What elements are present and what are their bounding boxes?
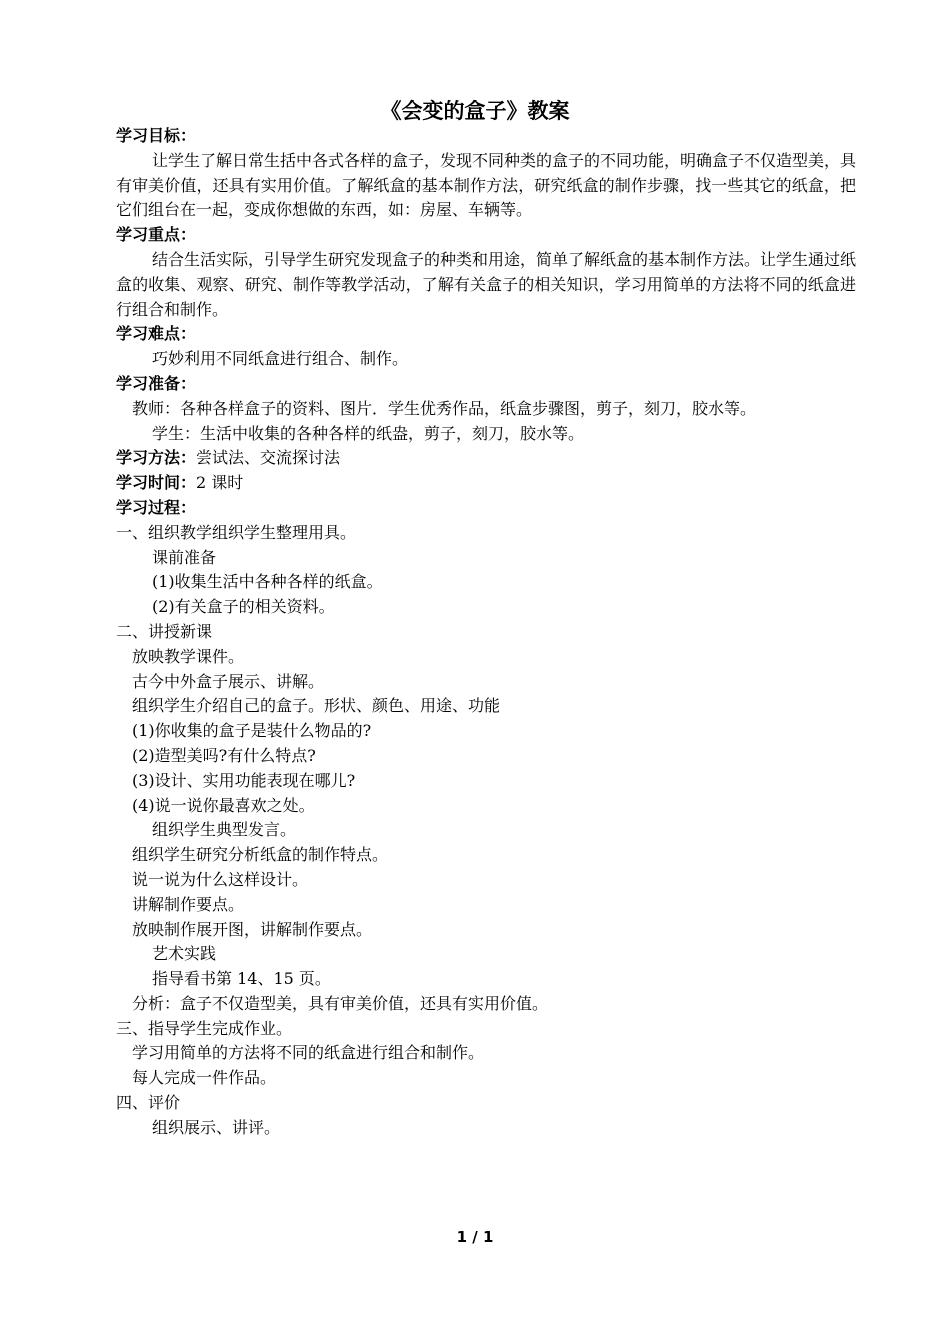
document-body (116, 124, 856, 1141)
time-text: 2 课时 (196, 473, 244, 493)
document-title: 《会变的盒子》教案 (380, 99, 570, 123)
part2-line: 说一说为什么这样设计。 (132, 869, 309, 889)
part1-title: 一、组织教学组织学生整理用具。 (116, 522, 357, 542)
part2-line: 放映教学课件。 (132, 646, 245, 666)
part1-item: (1)收集生活中各种各样的纸盒。 (152, 572, 383, 592)
part2-line: 古今中外盒子展示、讲解。 (132, 671, 325, 691)
part2-title: 二、讲授新课 (116, 621, 213, 641)
part3-line: 学习用简单的方法将不同的纸盒进行组合和制作。 (132, 1043, 485, 1063)
time-row (116, 471, 856, 496)
key-points-heading: 学习重点： (116, 225, 197, 245)
part2-analysis: 分析：盒子不仅造型美，具有审美价值，还具有实用价值。 (132, 993, 549, 1013)
part1-item: (2)有关盒子的相关资料。 (152, 597, 335, 617)
part2-guide: 指导看书第 14、15 页。 (152, 969, 331, 989)
part2-line: 讲解制作要点。 (132, 894, 245, 914)
part2-practice: 艺术实践 (152, 944, 217, 964)
method-row (116, 446, 856, 471)
part2-question: (3)设计、实用功能表现在哪儿? (132, 770, 356, 790)
goals-text: 让学生了解日常生括中各式各样的盒子，发现不同种类的盒子的不同功能，明确盒子不仅造型美，具有审美价值，还具有实用价值。了解纸盒的基本制作方法，研究纸盒的制作步骤，找一些其它的纸盒，把它们组台在一起，变成你想做的东西，如：房屋、车辆等。 (116, 150, 857, 220)
part2-line: 放映制作展开图，讲解制作要点。 (132, 919, 373, 939)
key-points-text: 结合生活实际，引导学生研究发现盒子的种类和用途，简单了解纸盒的基本制作方法。让学生通过纸盒的收集、观察、研究、制作等教学活动，了解有关盒子的相关知识，学习用简单的方法将不同的纸盒进行组合和制作。 (116, 249, 857, 319)
part2-question: (2)造型美吗?有什么特点? (132, 745, 316, 765)
preparation-teacher: 教师：各种各样盒子的资料、图片．学生优秀作品，纸盒步骤图，剪子，刻刀，胶水等。 (132, 398, 757, 418)
part2-line: 组织学生研究分析纸盒的制作特点。 (132, 845, 389, 865)
page-number: 1 / 1 (456, 1228, 494, 1246)
part2-question: (4)说一说你最喜欢之处。 (132, 795, 315, 815)
part2-line: 组织学生介绍自己的盒子。形状、颜色、用途、功能 (132, 696, 501, 716)
part4-line: 组织展示、讲评。 (152, 1117, 281, 1137)
time-heading: 学习时间： (116, 473, 197, 493)
part3-title: 三、指导学生完成作业。 (116, 1018, 293, 1038)
part4-title: 四、评价 (116, 1093, 181, 1113)
process-heading: 学习过程： (116, 497, 197, 517)
method-text: 尝试法、交流探讨法 (196, 448, 341, 468)
part3-line: 每人完成一件作品。 (132, 1068, 277, 1088)
difficulties-text: 巧妙利用不同纸盒进行组合、制作。 (152, 349, 409, 369)
part1-sub: 课前准备 (152, 547, 217, 567)
part2-speech: 组织学生典型发言。 (152, 820, 297, 840)
part2-question: (1)你收集的盒子是装什么物品的? (132, 721, 372, 741)
difficulties-heading: 学习难点： (116, 324, 197, 344)
method-heading: 学习方法： (116, 448, 197, 468)
preparation-student: 学生：生活中收集的各种各样的纸盎，剪子，刻刀，胶水等。 (152, 423, 585, 443)
preparation-heading: 学习准备： (116, 373, 197, 393)
goals-heading: 学习目标： (116, 126, 197, 145)
